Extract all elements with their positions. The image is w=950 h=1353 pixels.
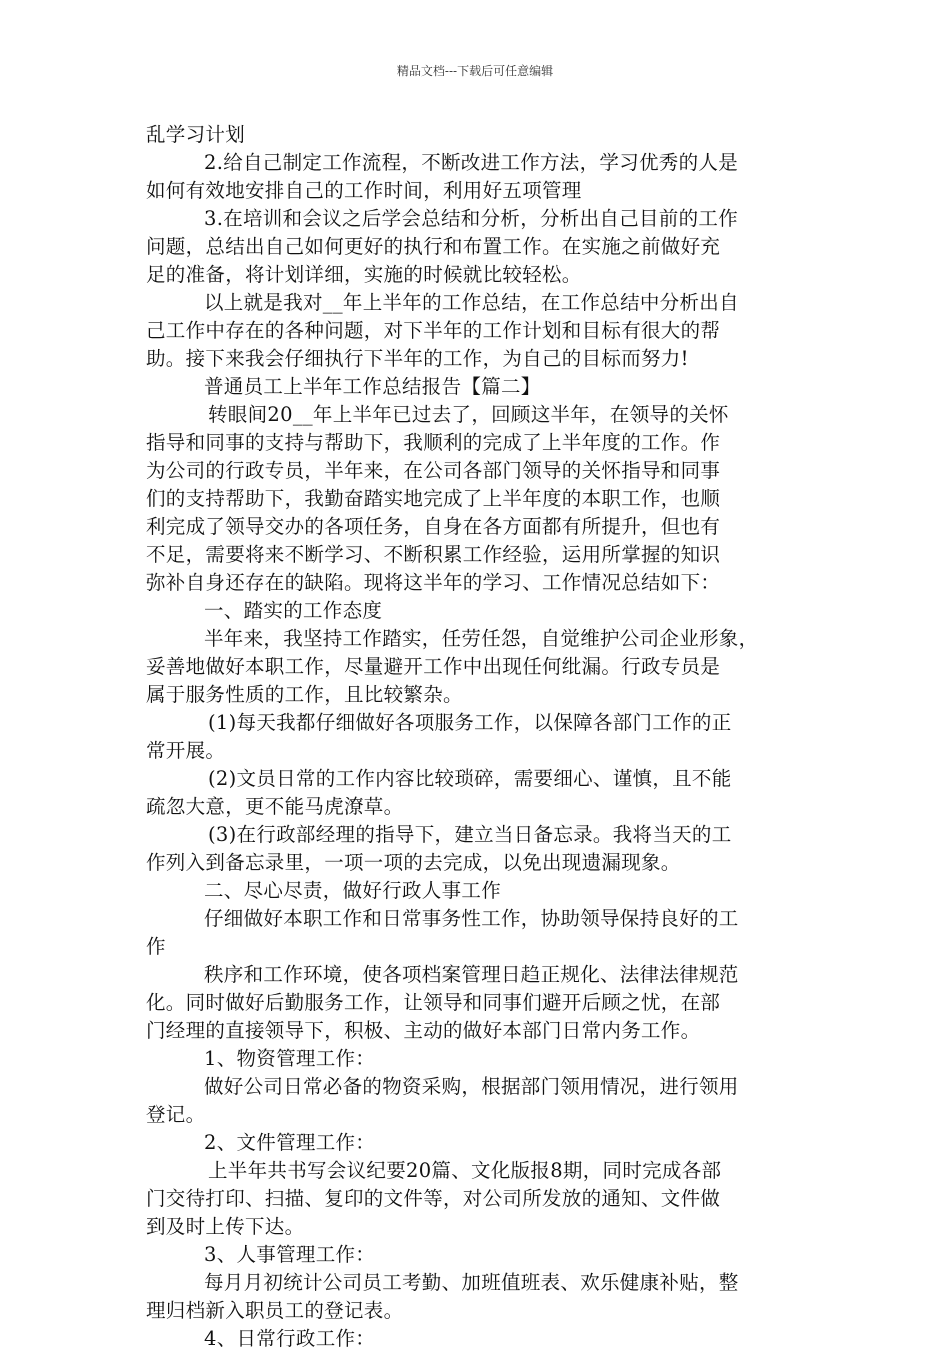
text-line: 秩序和工作环境，使各项档案管理日趋正规化、法律法律规范 xyxy=(204,963,739,986)
text-line: 利完成了领导交办的各项任务，自身在各方面都有所提升，但也有 xyxy=(146,515,721,538)
text-line: 疏忽大意，更不能马虎潦草。 xyxy=(146,795,404,818)
text-line: 指导和同事的支持与帮助下，我顺利的完成了上半年度的工作。作 xyxy=(146,431,721,454)
document-body xyxy=(146,121,808,1353)
text-line: 每月月初统计公司员工考勤、加班值班表、欢乐健康补贴，整 xyxy=(204,1271,739,1294)
text-line: (3)在行政部经理的指导下，建立当日备忘录。我将当天的工 xyxy=(208,823,732,846)
text-line: 弥补自身还存在的缺陷。现将这半年的学习、工作情况总结如下： xyxy=(146,571,721,594)
text-line: (1)每天我都仔细做好各项服务工作，以保障各部门工作的正 xyxy=(208,711,732,734)
text-line: 做好公司日常必备的物资采购，根据部门领用情况，进行领用 xyxy=(204,1075,739,1098)
text-line: 以上就是我对__年上半年的工作总结，在工作总结中分析出自 xyxy=(204,291,739,314)
text-line: 不足，需要将来不断学习、不断积累工作经验，运用所掌握的知识 xyxy=(146,543,721,566)
text-line: 转眼间20__年上半年已过去了，回顾这半年，在领导的关怀 xyxy=(208,403,729,426)
page-header: 精品文档---下载后可任意编辑 xyxy=(396,64,554,78)
text-line: 普通员工上半年工作总结报告【篇二】 xyxy=(204,375,541,398)
text-line: 2、文件管理工作： xyxy=(204,1131,376,1154)
text-line: 常开展。 xyxy=(146,739,226,762)
text-line: 登记。 xyxy=(146,1103,206,1126)
text-line: 4、日常行政工作： xyxy=(204,1327,376,1350)
text-line: 乱学习计划 xyxy=(146,123,246,146)
text-line: 上半年共书写会议纪要20篇、文化版报8期，同时完成各部 xyxy=(208,1159,722,1182)
text-line: 问题，总结出自己如何更好的执行和布置工作。在实施之前做好充 xyxy=(146,235,721,258)
text-line: 为公司的行政专员，半年来，在公司各部门领导的关怀指导和同事 xyxy=(146,459,721,482)
text-line: 到及时上传下达。 xyxy=(146,1215,305,1238)
text-line: 一、踏实的工作态度 xyxy=(204,599,383,622)
text-line: 3.在培训和会议之后学会总结和分析，分析出自己目前的工作 xyxy=(204,207,739,230)
text-line: 半年来，我坚持工作踏实，任劳任怨，自觉维护公司企业形象， xyxy=(204,627,759,650)
text-line: 1、物资管理工作： xyxy=(204,1047,376,1070)
text-line: 仔细做好本职工作和日常事务性工作，协助领导保持良好的工 xyxy=(204,907,739,930)
text-line: 属于服务性质的工作，且比较繁杂。 xyxy=(146,683,463,706)
text-line: 作列入到备忘录里，一项一项的去完成，以免出现遗漏现象。 xyxy=(146,851,681,874)
text-line: 如何有效地安排自己的工作时间，利用好五项管理 xyxy=(146,179,582,202)
text-line: 3、人事管理工作： xyxy=(204,1243,376,1266)
text-line: 们的支持帮助下，我勤奋踏实地完成了上半年度的本职工作，也顺 xyxy=(146,487,721,510)
text-line: 门交待打印、扫描、复印的文件等，对公司所发放的通知、文件做 xyxy=(146,1187,721,1210)
text-line: 二、尽心尽责，做好行政人事工作 xyxy=(204,879,502,902)
text-line: (2)文员日常的工作内容比较琐碎，需要细心、谨慎，且不能 xyxy=(208,767,732,790)
text-line: 助。接下来我会仔细执行下半年的工作，为自己的目标而努力! xyxy=(146,347,689,370)
text-line: 2.给自己制定工作流程，不断改进工作方法，学习优秀的人是 xyxy=(204,151,739,174)
text-line: 妥善地做好本职工作，尽量避开工作中出现任何纰漏。行政专员是 xyxy=(146,655,721,678)
text-line: 己工作中存在的各种问题，对下半年的工作计划和目标有很大的帮 xyxy=(146,319,721,342)
text-line: 足的准备，将计划详细，实施的时候就比较轻松。 xyxy=(146,263,582,286)
text-line: 作 xyxy=(146,935,166,958)
text-line: 化。同时做好后勤服务工作，让领导和同事们避开后顾之忧，在部 xyxy=(146,991,721,1014)
text-line: 理归档新入职员工的登记表。 xyxy=(146,1299,404,1322)
text-line: 门经理的直接领导下，积极、主动的做好本部门日常内务工作。 xyxy=(146,1019,701,1042)
